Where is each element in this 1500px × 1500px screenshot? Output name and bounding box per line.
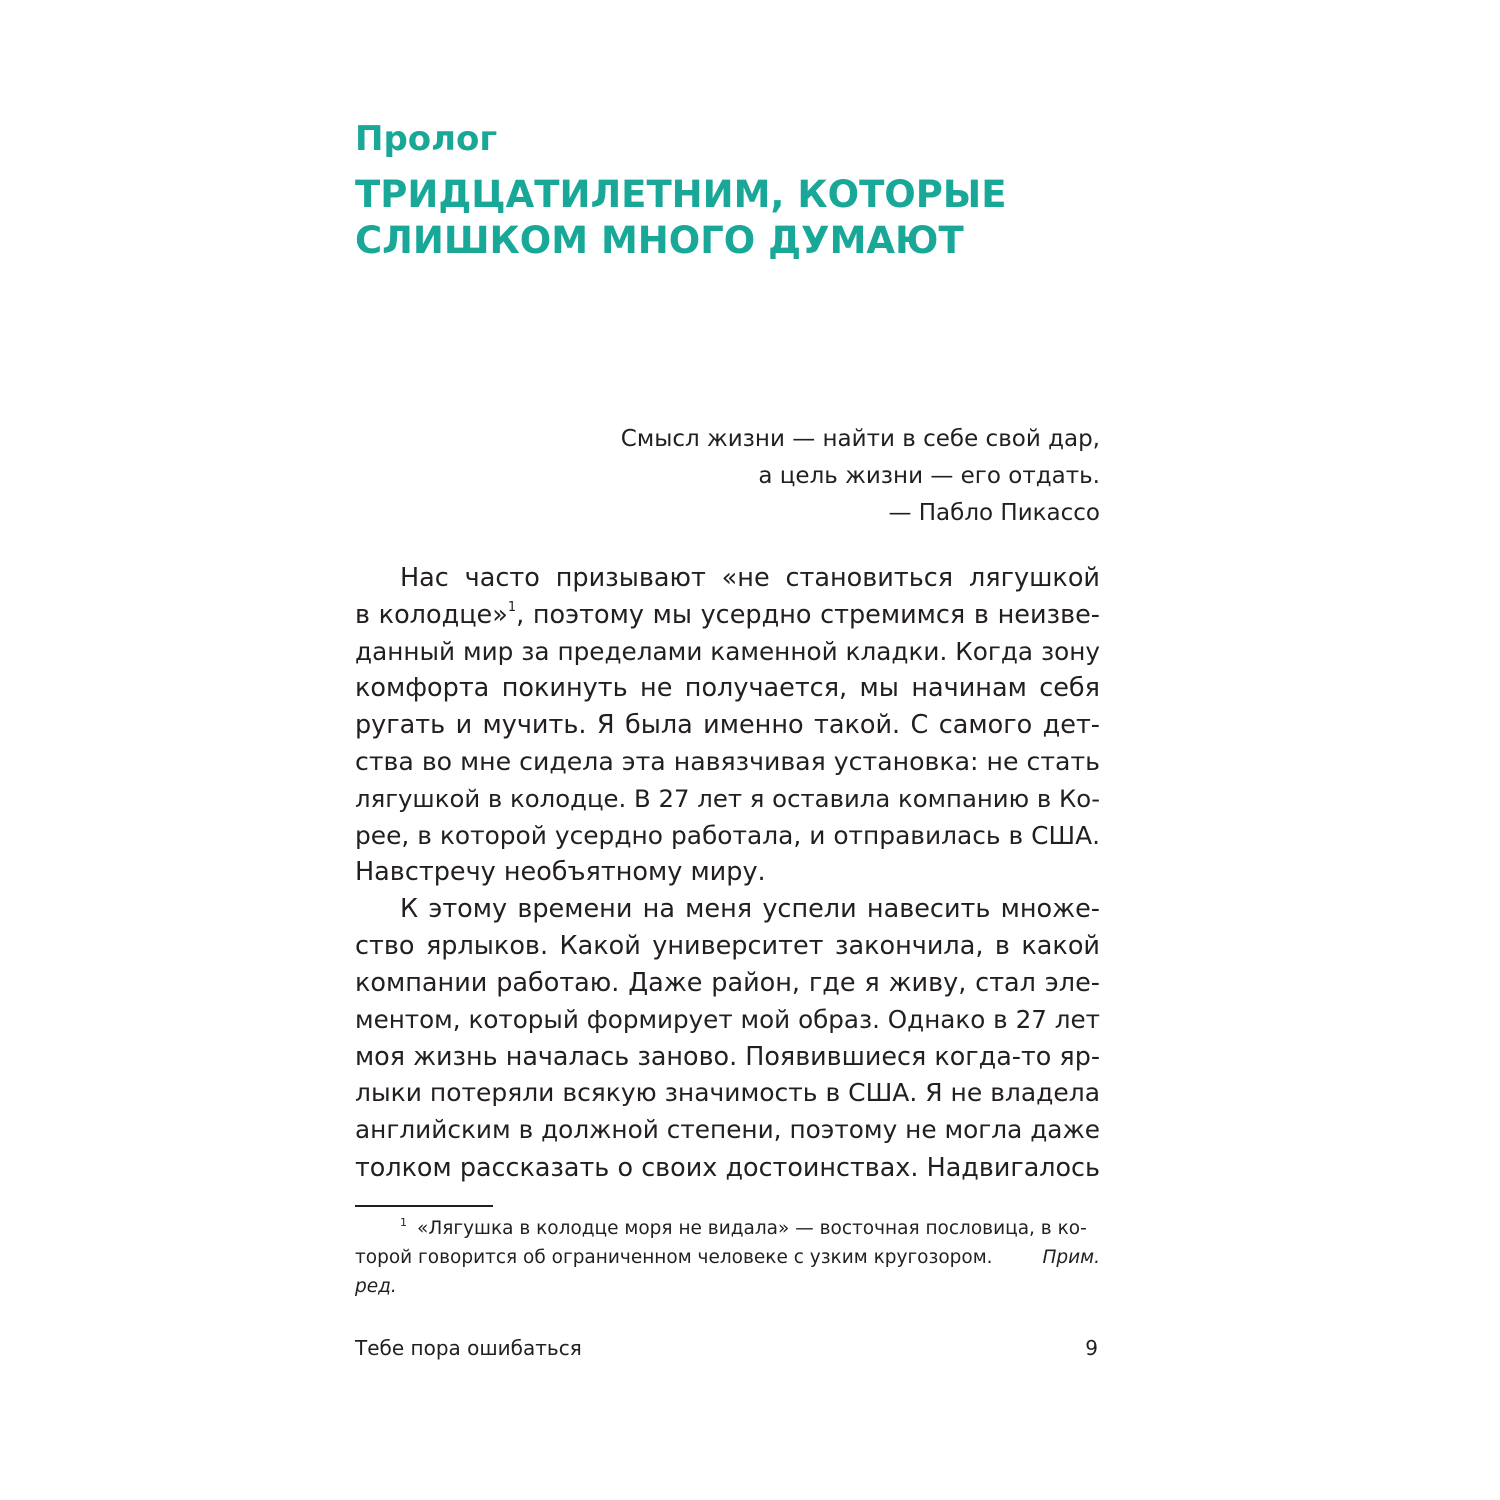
footnote-divider bbox=[355, 1205, 493, 1207]
body-line bbox=[355, 560, 1100, 597]
footnote bbox=[355, 1214, 1100, 1301]
body-line bbox=[355, 744, 1100, 781]
body-line bbox=[355, 854, 1100, 891]
body-line bbox=[355, 634, 1100, 671]
footnote-line bbox=[355, 1272, 1100, 1301]
running-footer-title: Тебе пора ошибаться bbox=[355, 1336, 582, 1360]
footnote-editor-note: Прим. bbox=[1042, 1247, 1100, 1268]
body-line-text: лягушкой в колодце. В 27 лет я оставила компанию в Ко- bbox=[355, 783, 1100, 813]
body-line-text: компании работаю. Даже район, где я живу, стал эле- bbox=[355, 967, 1100, 998]
body-line bbox=[355, 928, 1100, 965]
body-line bbox=[355, 1038, 1100, 1075]
body-line bbox=[355, 1075, 1100, 1112]
body-line-text: ство ярлыков. Какой университет закончила, в какой bbox=[355, 930, 1100, 961]
body-line-text: толком рассказать о своих достоинствах. Надвигалось bbox=[355, 1151, 1100, 1182]
epigraph-line-1: Смысл жизни — найти в себе свой дар, bbox=[620, 426, 1100, 452]
footnote-editor-note: ред. bbox=[355, 1276, 397, 1297]
chapter-title-line-2: СЛИШКОМ МНОГО ДУМАЮТ bbox=[355, 219, 964, 262]
chapter-label: Пролог bbox=[355, 119, 498, 159]
footnote-line bbox=[355, 1243, 1100, 1272]
epigraph-author: — Пабло Пикассо bbox=[888, 500, 1100, 526]
footnote-number: 1 bbox=[400, 1216, 407, 1229]
epigraph bbox=[500, 421, 1100, 532]
body-line-text: данный мир за пределами каменной кладки. Когда зону bbox=[355, 636, 1100, 666]
body-line-text: лыки потеряли всякую значимость в США. Я не владела bbox=[355, 1078, 1100, 1108]
body-line bbox=[355, 670, 1100, 707]
body-line bbox=[355, 965, 1100, 1002]
body-line-text: Нас часто призывают «не становиться лягушкой bbox=[400, 563, 1100, 593]
body-line-text: К этому времени на меня успели навесить множе- bbox=[400, 894, 1100, 925]
body-line bbox=[355, 1112, 1100, 1149]
body-line bbox=[355, 781, 1100, 818]
body-line-text: ругать и мучить. Я была именно такой. С самого дет- bbox=[355, 710, 1100, 741]
footnote-text: «Лягушка в колодце моря не видала» — восточная пословица, в ко- bbox=[417, 1218, 1087, 1239]
page-number: 9 bbox=[1085, 1336, 1098, 1360]
footnote-text: торой говорится об ограниченном человеке с узким кругозором. bbox=[355, 1247, 993, 1268]
body-line bbox=[355, 891, 1100, 928]
chapter-title-line-1: ТРИДЦАТИЛЕТНИМ, КОТОРЫЕ bbox=[355, 173, 1007, 216]
body-line bbox=[355, 707, 1100, 744]
body-line-text: ментом, который формирует мой образ. Однако в 27 лет bbox=[355, 1004, 1100, 1034]
body-line-text: комфорта покинуть не получается, мы начинам себя bbox=[355, 673, 1100, 704]
body-line bbox=[355, 597, 1100, 634]
body-line-text: Навстречу необъятному миру. bbox=[355, 857, 766, 888]
body-line-text: рее, в которой усердно работала, и отправилась в США. bbox=[355, 820, 1100, 850]
footnote-reference[interactable]: 1 bbox=[507, 599, 517, 615]
body-line-text: , поэтому мы усердно стремимся в неизве- bbox=[516, 599, 1100, 630]
footnote-line bbox=[355, 1214, 1100, 1243]
body-text bbox=[355, 560, 1100, 1186]
epigraph-line-2: а цель жизни — его отдать. bbox=[758, 463, 1100, 489]
body-line bbox=[355, 818, 1100, 855]
body-line bbox=[355, 1149, 1100, 1186]
chapter-title bbox=[355, 172, 1115, 264]
body-line-text: ства во мне сидела эта навязчивая установка: не стать bbox=[355, 746, 1100, 776]
body-line-text: моя жизнь началась заново. Появившиеся когда-то яр- bbox=[355, 1041, 1100, 1072]
footnote-line-text bbox=[400, 1214, 1087, 1243]
body-line-text: английским в должной степени, поэтому не могла даже bbox=[355, 1114, 1100, 1144]
body-line bbox=[355, 1002, 1100, 1039]
body-line-text: в колодце» bbox=[355, 599, 508, 630]
